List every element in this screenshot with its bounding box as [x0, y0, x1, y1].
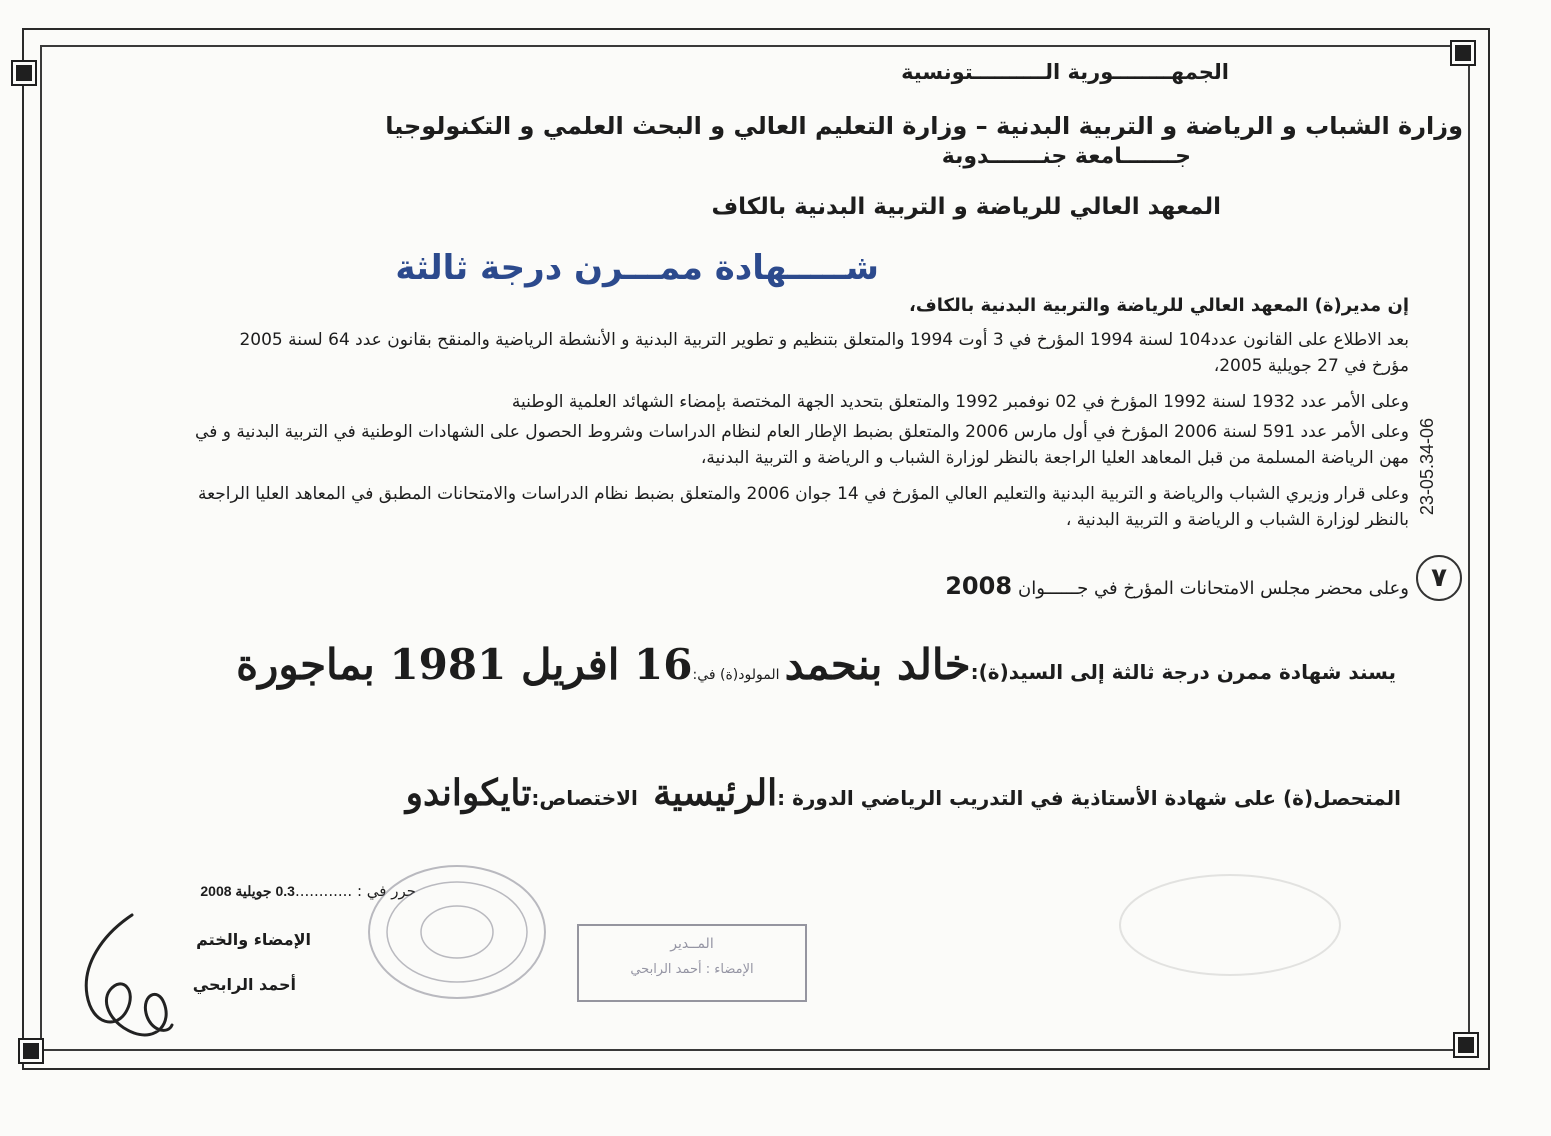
issued-label: حرر في :: [356, 882, 416, 900]
preamble-order2-line2: مهن الرياضة المسلمة من قبل المعاهد العليا الراجعة بالنظر لوزارة الشباب و الرياضة و التربية البدنية،: [700, 448, 1409, 468]
award-line: [236, 640, 1396, 689]
issued-date: 0.3 جويلية 2008: [200, 883, 295, 899]
recipient-name: خالد بنحمد: [784, 640, 971, 689]
preamble-law-line1: بعد الاطلاع على القانون عدد104 لسنة 1994 المؤرخ في 3 أوت 1994 والمتعلق بتنظيم و تطوير التربية البدنية و الأنشطة الرياضية والمنقح بقانون عدد 64 لسنة 2005: [239, 330, 1409, 350]
corner-ornament: [20, 1040, 42, 1062]
minutes-year: 2008: [945, 572, 1013, 600]
director-stamp: [577, 924, 807, 1002]
side-reference-number: 23-05.34-06: [1417, 418, 1437, 516]
issued-dots: ............: [294, 882, 353, 900]
specialty-label: الاختصاص:: [531, 786, 638, 810]
ministries-heading: وزارة الشباب و الرياضة و التربية البدنية – وزارة التعليم العالي و البحث العلمي و التكنولوجيا: [385, 112, 1463, 140]
corner-ornament: [1452, 42, 1474, 64]
round-badge-mark: ٧: [1416, 555, 1462, 601]
institute-heading: المعهد العالي للرياضة و التربية البدنية بالكاف: [711, 194, 1221, 220]
preamble-decree-line1: وعلى قرار وزيري الشباب والرياضة و التربية البدنية والتعليم العالي المؤرخ في 14 جوان 2006 والمتعلق بضبط نظام الدراسات والامتحانات المطبق في المعاهد العليا الراجعة: [197, 484, 1409, 504]
session-value: الرئيسية: [653, 772, 778, 814]
republic-heading: الجمهــــــــورية الــــــــــتونسية: [901, 60, 1229, 84]
signer-name: أحمد الرابحي: [192, 975, 296, 994]
exam-minutes-line: [945, 572, 1409, 600]
birth-date-place: 16 افريل 1981 بماجورة: [236, 640, 693, 689]
certificate-title: شـــــهادة ممـــرن درجة ثالثة: [395, 248, 879, 288]
stamp-title: المــدير: [670, 936, 714, 952]
institute-seal: [362, 862, 552, 1002]
award-lead: يسند شهادة ممرن درجة ثالثة إلى السيد(ة):: [970, 660, 1396, 684]
born-label: المولود(ة) في:: [692, 667, 780, 683]
preamble-director: إن مدير(ة) المعهد العالي للرياضة والتربية البدنية بالكاف،: [909, 295, 1409, 316]
specialty-line: [406, 772, 1401, 814]
preamble-order1: وعلى الأمر عدد 1932 لسنة 1992 المؤرخ في 02 نوفمبر 1992 والمتعلق بتحديد الجهة المختصة بإمضاء الشهائد العلمية الوطنية: [511, 392, 1409, 412]
faint-watermark-seal: [1110, 870, 1350, 980]
specialty-value: تايكواندو: [405, 772, 532, 814]
university-heading: جـــــــامعة جنـــــــدوبة: [941, 144, 1191, 169]
preamble-law-line2: مؤرخ في 27 جويلية 2005،: [1213, 356, 1409, 376]
specialty-lead: المتحصل(ة) على شهادة الأستاذية في التدريب الرياضي الدورة :: [777, 786, 1401, 810]
preamble-order2-line1: وعلى الأمر عدد 591 لسنة 2006 المؤرخ في أول مارس 2006 والمتعلق بضبط الإطار العام لنظام الدراسات وشروط الحصول على الشهادات الوطنية في التربية البدنية و في: [195, 422, 1409, 442]
corner-ornament: [13, 62, 35, 84]
minutes-text: وعلى محضر مجلس الامتحانات المؤرخ في جــــــوان: [1018, 578, 1409, 599]
signature-label: الإمضاء والختم: [196, 930, 311, 949]
stamp-signature-line: الإمضاء : أحمد الرابحي: [630, 962, 754, 977]
handwritten-signature: [72, 905, 182, 1045]
corner-ornament: [1455, 1034, 1477, 1056]
preamble-decree-line2: بالنظر لوزارة الشباب و الرياضة و التربية البدنية ،: [1065, 510, 1409, 530]
